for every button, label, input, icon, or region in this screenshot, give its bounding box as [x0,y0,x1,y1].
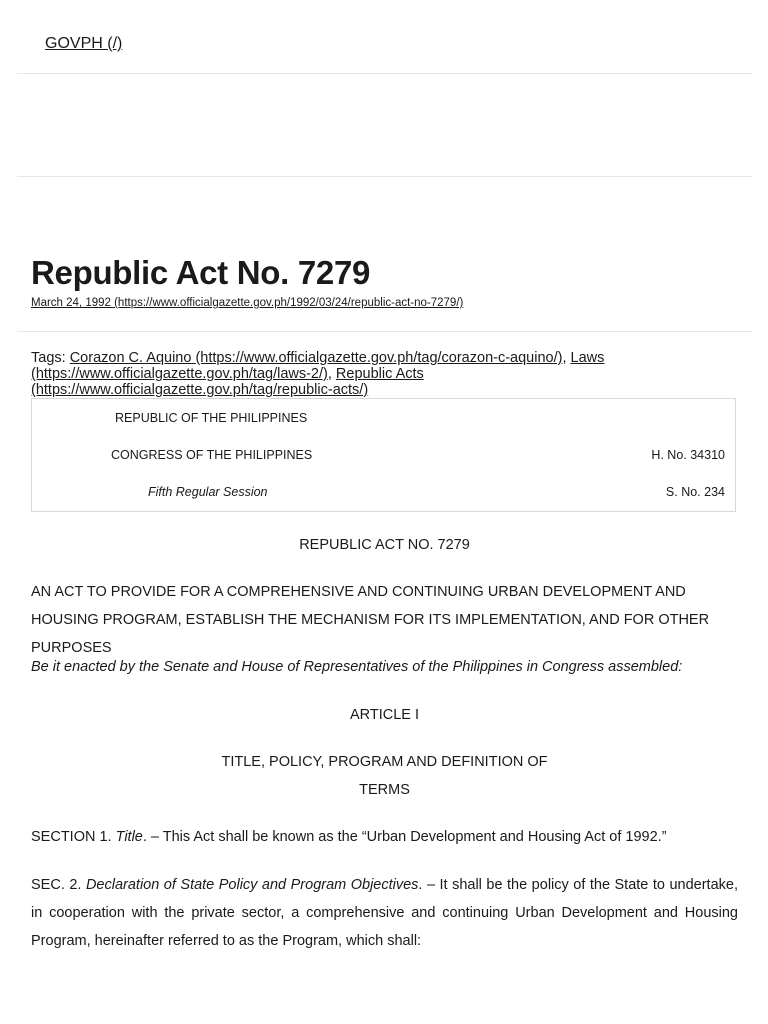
top-navigation-bar [0,0,768,74]
section-2-title: Declaration of State Policy and Program Objectives [85,877,419,893]
divider [17,73,752,74]
republic-label: REPUBLIC OF THE PHILIPPINES [115,411,308,425]
tag-corazon-c-aquino-link[interactable]: Corazon C. Aquino (https://www.officialgazette.gov.ph/tag/corazon-c-aquino/) [69,350,563,366]
tag-laws-link[interactable]: Laws (https://www.officialgazette.gov.ph/tag/laws-2/) [31,350,605,382]
section-2 [31,871,738,955]
house-bill-number: H. No. 34310 [651,448,725,462]
section-2-text: . – It shall be the policy of the State to undertake, in cooperation with the private sector, a comprehensive and continuing Urban Development and Housing Program, hereinafter referred to as the Program, which shall: [31,877,738,949]
article-title-line2: TERMS [359,782,410,798]
tags-list: Tags: Corazon C. Aquino (https://www.officialgazette.gov.ph/tag/corazon-c-aquino/), Laws (https://www.officialgazette.gov.ph/tag/laws-2/), Republic Acts (https://www.officialgazette.gov.ph/tag/republic-acts/) [31,350,605,398]
enacting-clause: Be it enacted by the Senate and House of Representatives of the Philippines in Congress assembled: [31,659,683,675]
senate-bill-number: S. No. 234 [665,485,725,499]
session-label: Fifth Regular Session [148,485,268,499]
congress-label: CONGRESS OF THE PHILIPPINES [111,448,313,462]
act-title: AN ACT TO PROVIDE FOR A COMPREHENSIVE AND CONTINUING URBAN DEVELOPMENT AND HOUSING PROGRAM, ESTABLISH THE MECHANISM FOR ITS IMPLEMENTATION, AND FOR OTHER PURPOSES [31,584,710,656]
section-1-title: Title [115,829,143,845]
divider [17,331,752,332]
section-1-text: . – This Act shall be known as the “Urban Development and Housing Act of 1992.” [142,829,667,845]
tag-republic-acts-link[interactable]: Republic Acts (https://www.officialgazette.gov.ph/tag/republic-acts/) [31,366,424,398]
govph-link[interactable]: GOVPH (/) [45,35,123,52]
article-title-line1: TITLE, POLICY, PROGRAM AND DEFINITION OF [221,754,548,770]
section-1 [31,823,738,851]
ra-heading: REPUBLIC ACT NO. 7279 [299,537,470,553]
page-title: Republic Act No. 7279 [31,254,371,291]
session-info-table [31,398,736,512]
section-2-label: SEC. 2. [31,877,82,893]
article-title [31,748,738,804]
divider [17,176,752,177]
section-1-label: SECTION 1. [31,829,112,845]
article-heading: ARTICLE I [349,707,420,723]
tags-label: Tags: [31,350,66,366]
date-link[interactable]: March 24, 1992 (https://www.officialgazette.gov.ph/1992/03/24/republic-act-no-7279/) [31,297,464,309]
